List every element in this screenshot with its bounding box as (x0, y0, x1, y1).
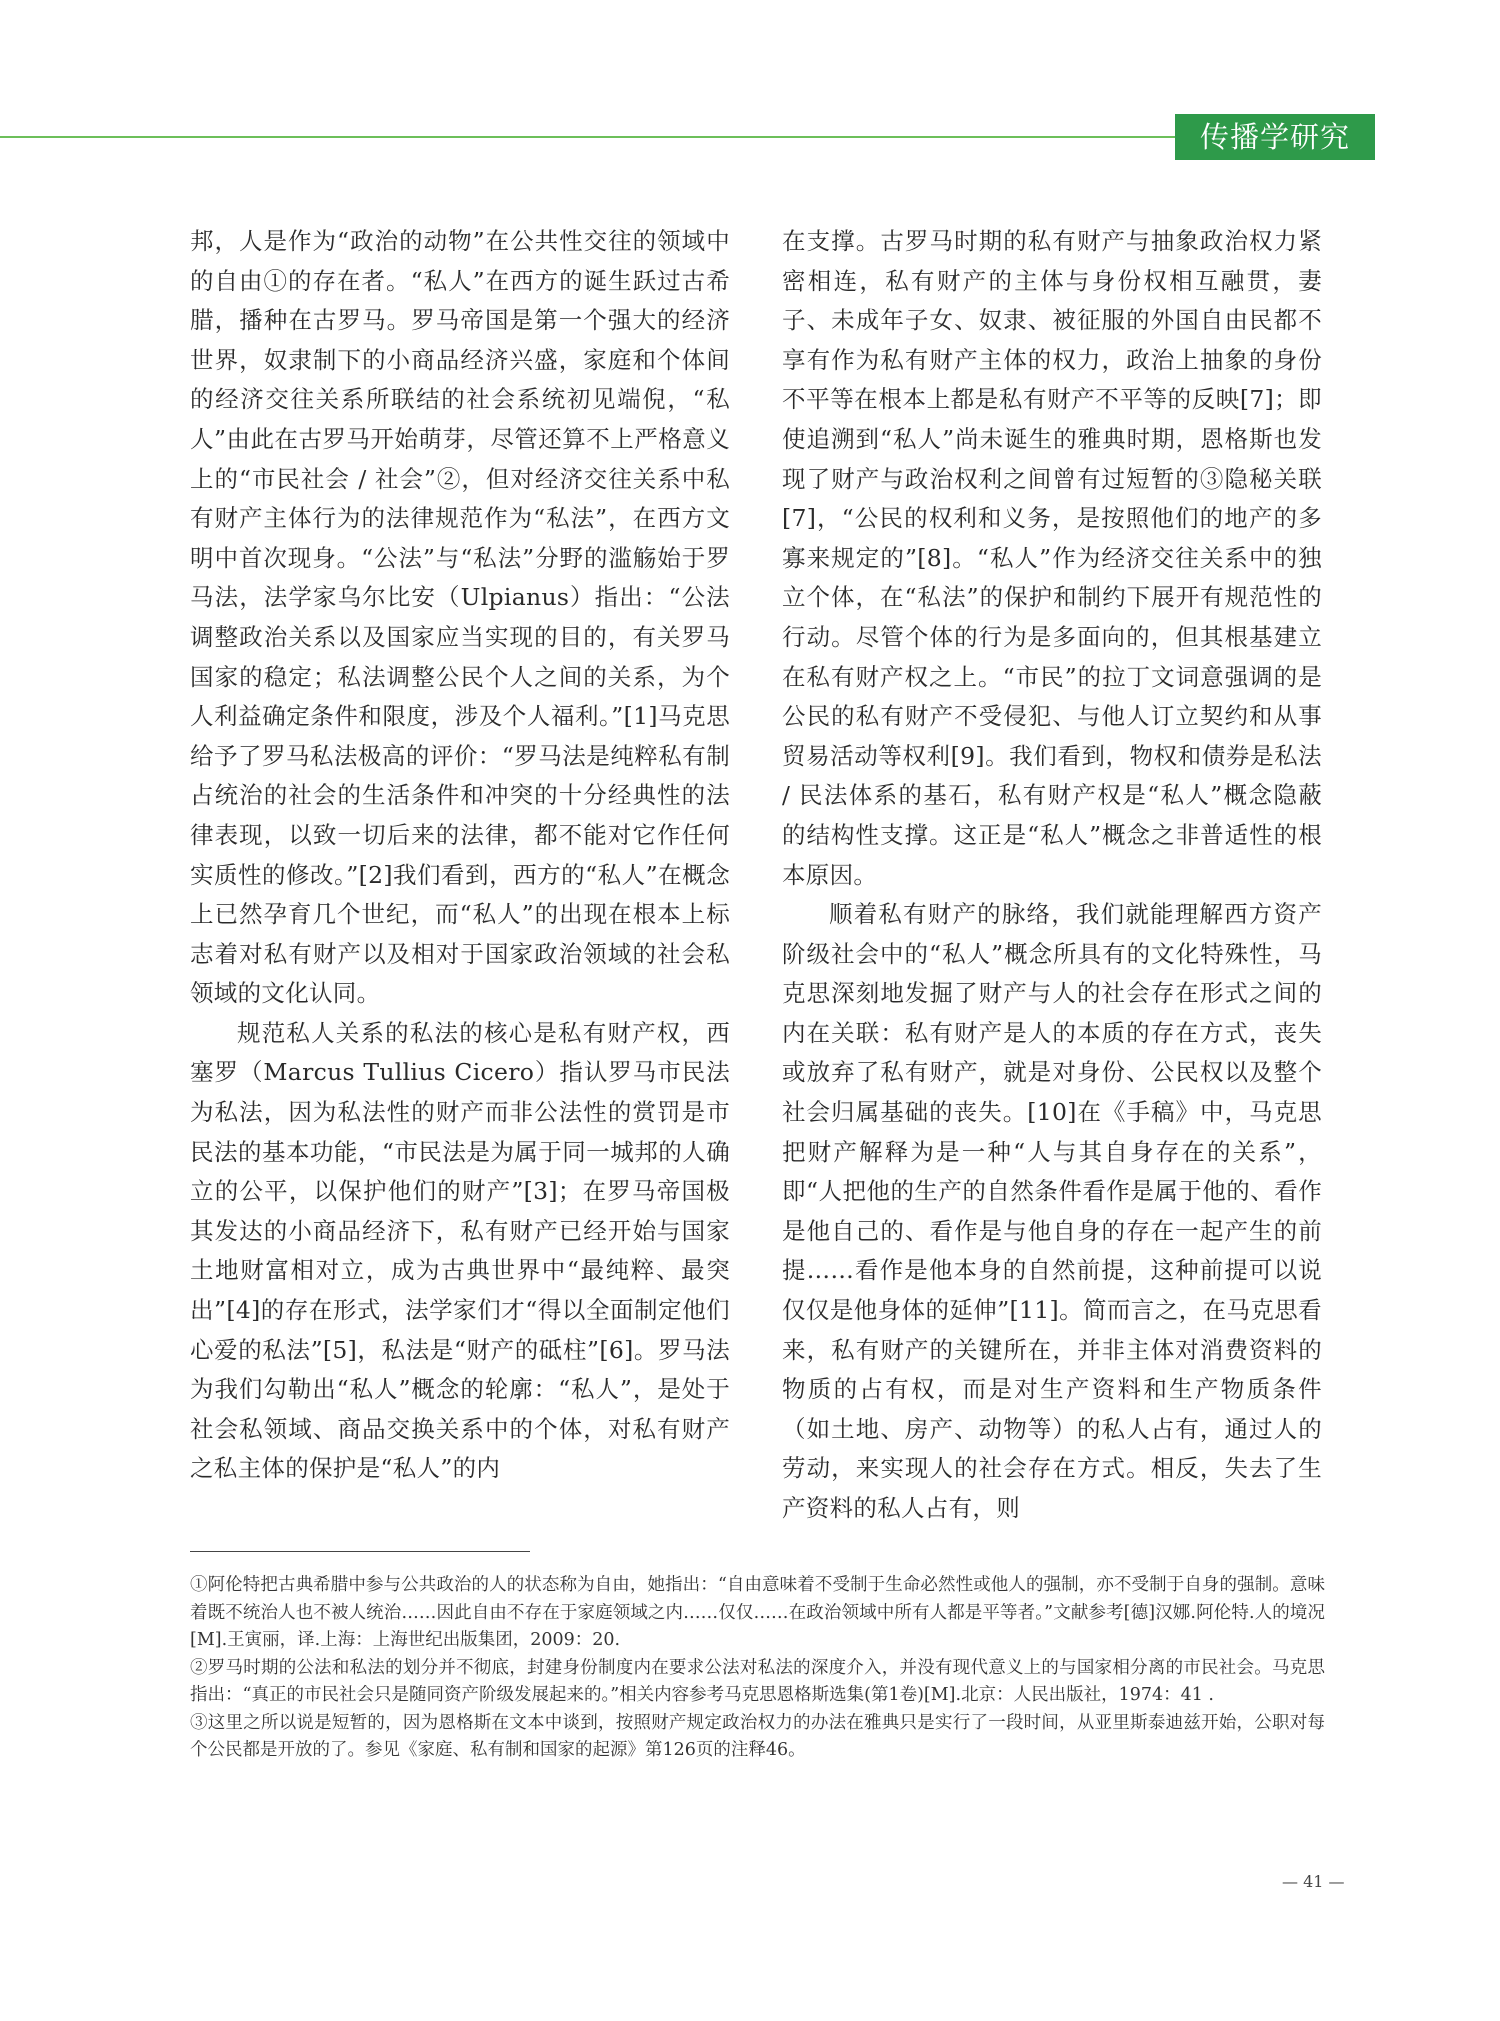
left-paragraph-1: 邦，人是作为“政治的动物”在公共性交往的领域中的自由①的存在者。“私人”在西方的诞生跃过古希腊，播种在古罗马。罗马帝国是第一个强大的经济世界，奴隶制下的小商品经济兴盛，家庭和个体间的经济交往关系所联结的社会系统初见端倪，“私人”由此在古罗马开始萌芽，尽管还算不上严格意义上的“市民社会 / 社会”②，但对经济交往关系中私有财产主体行为的法律规范作为“私法”，在西方文明中首次现身。“公法”与“私法”分野的滥觞始于罗马法，法学家乌尔比安（Ulpianus）指出：“公法调整政治关系以及国家应当实现的目的，有关罗马国家的稳定；私法调整公民个人之间的关系，为个人利益确定条件和限度，涉及个人福利。”[1]马克思给予了罗马私法极高的评价：“罗马法是纯粹私有制占统治的社会的生活条件和冲突的十分经典性的法律表现，以致一切后来的法律，都不能对它作任何实质性的修改。”[2]我们看到，西方的“私人”在概念上已然孕育几个世纪，而“私人”的出现在根本上标志着对私有财产以及相对于国家政治领域的社会私领域的文化认同。 (190, 227, 730, 1008)
section-label: 传播学研究 (1175, 114, 1375, 160)
page-number: — 41 — (1282, 1872, 1345, 1891)
footnote-1: ①阿伦特把古典希腊中参与公共政治的人的状态称为自由，她指出：“自由意味着不受制于生命必然性或他人的强制，亦不受制于自身的强制。意味着既不统治人也不被人统治……因此自由不存在于家庭领域之内……仅仅……在政治领域中所有人都是平等者。”文献参考[德]汉娜.阿伦特.人的境况[M].王寅丽，译.上海：上海世纪出版集团，2009：20. (190, 1575, 1325, 1650)
footnote-3: ③这里之所以说是短暂的，因为恩格斯在文本中谈到，按照财产规定政治权力的办法在雅典只是实行了一段时间，从亚里斯泰迪兹开始，公职对每个公民都是开放的了。参见《家庭、私有制和国家的起源》第126页的注释46。 (190, 1712, 1325, 1760)
footnote-divider (190, 1551, 530, 1552)
footnotes (190, 1572, 1325, 1765)
right-paragraph-1: 在支撑。古罗马时期的私有财产与抽象政治权力紧密相连，私有财产的主体与身份权相互融贯，妻子、未成年子女、奴隶、被征服的外国自由民都不享有作为私有财产主体的权力，政治上抽象的身份不平等在根本上都是私有财产不平等的反映[7]；即使追溯到“私人”尚未诞生的雅典时期，恩格斯也发现了财产与政治权利之间曾有过短暂的③隐秘关联[7]，“公民的权利和义务，是按照他们的地产的多寡来规定的”[8]。“私人”作为经济交往关系中的独立个体，在“私法”的保护和制约下展开有规范性的行动。尽管个体的行为是多面向的，但其根基建立在私有财产权之上。“市民”的拉丁文词意强调的是公民的私有财产不受侵犯、与他人订立契约和从事贸易活动等权利[9]。我们看到，物权和债券是私法 / 民法体系的基石，私有财产权是“私人”概念隐蔽的结构性支撑。这正是“私人”概念之非普适性的根本原因。 (782, 227, 1322, 889)
left-column (190, 222, 730, 1489)
right-paragraph-2: 顺着私有财产的脉络，我们就能理解西方资产阶级社会中的“私人”概念所具有的文化特殊性，马克思深刻地发掘了财产与人的社会存在形式之间的内在关联：私有财产是人的本质的存在方式，丧失或放弃了私有财产，就是对身份、公民权以及整个社会归属基础的丧失。[10]在《手稿》中，马克思把财产解释为是一种“人与其自身存在的关系”，即“人把他的生产的自然条件看作是属于他的、看作是他自己的、看作是与他自身的存在一起产生的前提……看作是他本身的自然前提，这种前提可以说仅仅是他身体的延伸”[11]。简而言之，在马克思看来，私有财产的关键所在，并非主体对消费资料的物质的占有权，而是对生产资料和生产物质条件（如土地、房产、动物等）的私人占有，通过人的劳动，来实现人的社会存在方式。相反，失去了生产资料的私人占有，则 (782, 900, 1322, 1522)
footnote-2: ②罗马时期的公法和私法的划分并不彻底，封建身份制度内在要求公法对私法的深度介入，并没有现代意义上的与国家相分离的市民社会。马克思指出：“真正的市民社会只是随同资产阶级发展起来的。”相关内容参考马克思恩格斯选集(第1卷)[M].北京：人民出版社，1974：41 . (190, 1657, 1325, 1705)
right-column (782, 222, 1322, 1529)
header-rule (0, 136, 1175, 138)
left-paragraph-2: 规范私人关系的私法的核心是私有财产权，西塞罗（Marcus Tullius Cicero）指认罗马市民法为私法，因为私法性的财产而非公法性的赏罚是市民法的基本功能，“市民法是为属于同一城邦的人确立的公平，以保护他们的财产”[3]；在罗马帝国极其发达的小商品经济下，私有财产已经开始与国家土地财富相对立，成为古典世界中“最纯粹、最突出”[4]的存在形式，法学家们才“得以全面制定他们心爱的私法”[5]，私法是“财产的砥柱”[6]。罗马法为我们勾勒出“私人”概念的轮廓：“私人”，是处于社会私领域、商品交换关系中的个体，对私有财产之私主体的保护是“私人”的内 (190, 1018, 730, 1483)
